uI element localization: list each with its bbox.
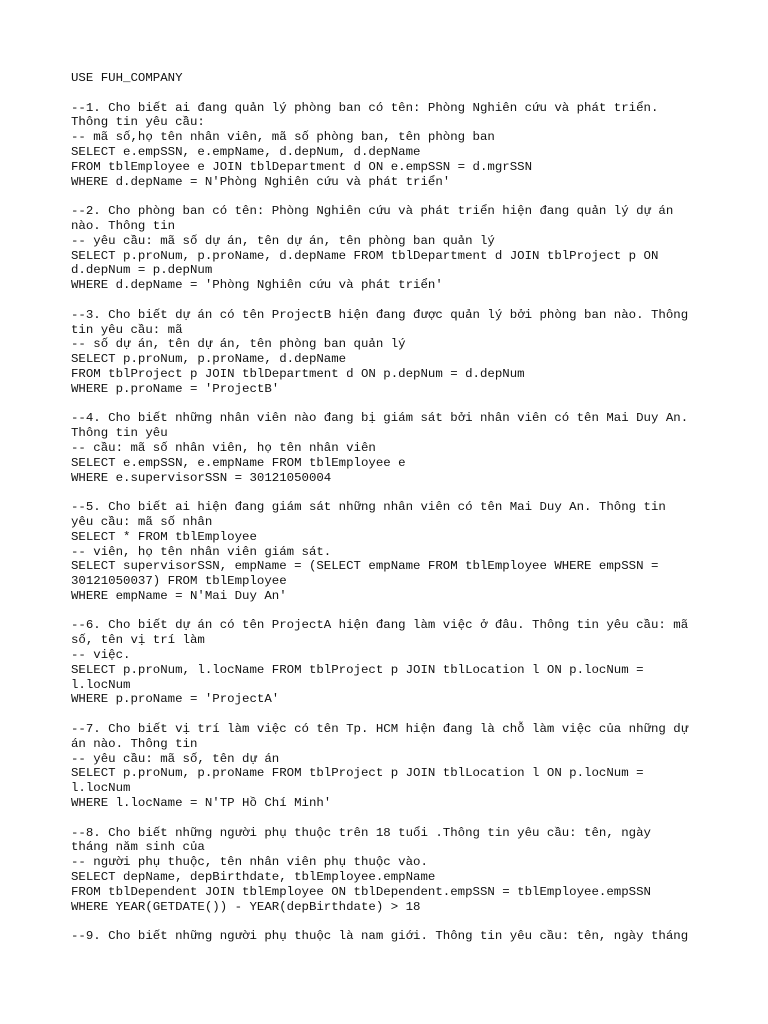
query-heading-line: --5. Cho biết ai hiện đang giám sát những nhân viên có tên Mai Duy An. Thông tin bbox=[71, 500, 666, 515]
query-line: SELECT depName, depBirthdate, tblEmployee.empName bbox=[71, 870, 436, 885]
query-line: án nào. Thông tin bbox=[71, 736, 198, 751]
query-heading-line: --1. Cho biết ai đang quản lý phòng ban có tên: Phòng Nghiên cứu và phát triển. bbox=[71, 100, 659, 115]
query-block bbox=[71, 101, 711, 190]
query-line: FROM tblProject p JOIN tblDepartment d ON p.depNum = d.depNum bbox=[71, 366, 525, 381]
query-block bbox=[71, 204, 711, 293]
query-line: WHERE YEAR(GETDATE()) - YEAR(depBirthdate) > 18 bbox=[71, 899, 421, 914]
query-line: d.depNum = p.depNum bbox=[71, 263, 213, 278]
query-block bbox=[71, 826, 711, 915]
query-block bbox=[71, 929, 711, 944]
query-blocks bbox=[71, 101, 711, 944]
query-line: SELECT e.empSSN, e.empName FROM tblEmployee e bbox=[71, 455, 406, 470]
query-line: -- mã số,họ tên nhân viên, mã số phòng ban, tên phòng ban bbox=[71, 130, 495, 145]
query-line: tháng năm sinh của bbox=[71, 840, 205, 855]
query-line: -- viên, họ tên nhân viên giám sát. bbox=[71, 544, 332, 559]
query-line: FROM tblDependent JOIN tblEmployee ON tblDependent.empSSN = tblEmployee.empSSN bbox=[71, 884, 651, 899]
blank-line bbox=[71, 293, 711, 308]
query-line: Thông tin yêu cầu: bbox=[71, 115, 205, 130]
query-line: SELECT p.proNum, p.proName FROM tblProject p JOIN tblLocation l ON p.locNum = bbox=[71, 766, 644, 781]
query-heading-line: --8. Cho biết những người phụ thuộc trên 18 tuổi .Thông tin yêu cầu: tên, ngày bbox=[71, 825, 651, 840]
query-heading-line: --4. Cho biết những nhân viên nào đang bị giám sát bởi nhân viên có tên Mai Duy An. bbox=[71, 411, 689, 426]
query-block bbox=[71, 618, 711, 707]
query-line: WHERE p.proName = 'ProjectB' bbox=[71, 381, 280, 396]
query-line: WHERE d.depName = 'Phòng Nghiên cứu và phát triển' bbox=[71, 278, 443, 293]
query-line: SELECT * FROM tblEmployee bbox=[71, 529, 257, 544]
header-line: USE FUH_COMPANY bbox=[71, 71, 183, 85]
query-line: WHERE l.locName = N'TP Hồ Chí Minh' bbox=[71, 796, 332, 811]
blank-line bbox=[71, 86, 711, 101]
blank-line bbox=[71, 604, 711, 619]
query-line: SELECT p.proNum, l.locName FROM tblProject p JOIN tblLocation l ON p.locNum = bbox=[71, 662, 644, 677]
query-line: SELECT supervisorSSN, empName = (SELECT empName FROM tblEmployee WHERE empSSN = bbox=[71, 559, 659, 574]
query-block bbox=[71, 722, 711, 811]
query-heading-line: --6. Cho biết dự án có tên ProjectA hiện đang làm việc ở đâu. Thông tin yêu cầu: mã bbox=[71, 618, 689, 633]
query-line: nào. Thông tin bbox=[71, 218, 176, 233]
query-block bbox=[71, 500, 711, 604]
query-line: Thông tin yêu bbox=[71, 426, 168, 441]
query-line: tin yêu cầu: mã bbox=[71, 322, 183, 337]
query-line: -- việc. bbox=[71, 648, 131, 663]
query-line: -- cầu: mã số nhân viên, họ tên nhân viên bbox=[71, 440, 376, 455]
query-line: -- số dự án, tên dự án, tên phòng ban quản lý bbox=[71, 337, 406, 352]
query-heading-line: --7. Cho biết vị trí làm việc có tên Tp. HCM hiện đang là chỗ làm việc của những dự bbox=[71, 722, 689, 737]
query-line: 30121050037) FROM tblEmployee bbox=[71, 574, 287, 589]
query-heading-line: --2. Cho phòng ban có tên: Phòng Nghiên cứu và phát triển hiện đang quản lý dự án bbox=[71, 204, 674, 219]
query-heading-line: --9. Cho biết những người phụ thuộc là nam giới. Thông tin yêu cầu: tên, ngày tháng bbox=[71, 929, 689, 944]
query-line: số, tên vị trí làm bbox=[71, 633, 205, 648]
document-body bbox=[71, 71, 711, 944]
query-line: SELECT p.proNum, p.proName, d.depName bbox=[71, 352, 347, 367]
query-line: FROM tblEmployee e JOIN tblDepartment d ON e.empSSN = d.mgrSSN bbox=[71, 159, 533, 174]
blank-line bbox=[71, 914, 711, 929]
query-line: SELECT e.empSSN, e.empName, d.depNum, d.depName bbox=[71, 144, 421, 159]
query-block bbox=[71, 411, 711, 485]
query-line: l.locNum bbox=[71, 677, 131, 692]
query-block bbox=[71, 308, 711, 397]
query-line: WHERE p.proName = 'ProjectA' bbox=[71, 692, 280, 707]
query-line: -- yêu cầu: mã số dự án, tên dự án, tên phòng ban quản lý bbox=[71, 233, 495, 248]
query-line: WHERE d.depName = N'Phòng Nghiên cứu và phát triển' bbox=[71, 174, 451, 189]
query-line: WHERE empName = N'Mai Duy An' bbox=[71, 588, 287, 603]
blank-line bbox=[71, 485, 711, 500]
query-line: l.locNum bbox=[71, 781, 131, 796]
query-line: -- người phụ thuộc, tên nhân viên phụ thuộc vào. bbox=[71, 855, 428, 870]
blank-line bbox=[71, 707, 711, 722]
query-line: WHERE e.supervisorSSN = 30121050004 bbox=[71, 470, 332, 485]
blank-line bbox=[71, 189, 711, 204]
blank-line bbox=[71, 811, 711, 826]
query-line: SELECT p.proNum, p.proName, d.depName FROM tblDepartment d JOIN tblProject p ON bbox=[71, 248, 659, 263]
query-line: yêu cầu: mã số nhân bbox=[71, 514, 213, 529]
query-heading-line: --3. Cho biết dự án có tên ProjectB hiện đang được quản lý bởi phòng ban nào. Thông bbox=[71, 307, 689, 322]
blank-line bbox=[71, 397, 711, 412]
query-line: -- yêu cầu: mã số, tên dự án bbox=[71, 751, 280, 766]
